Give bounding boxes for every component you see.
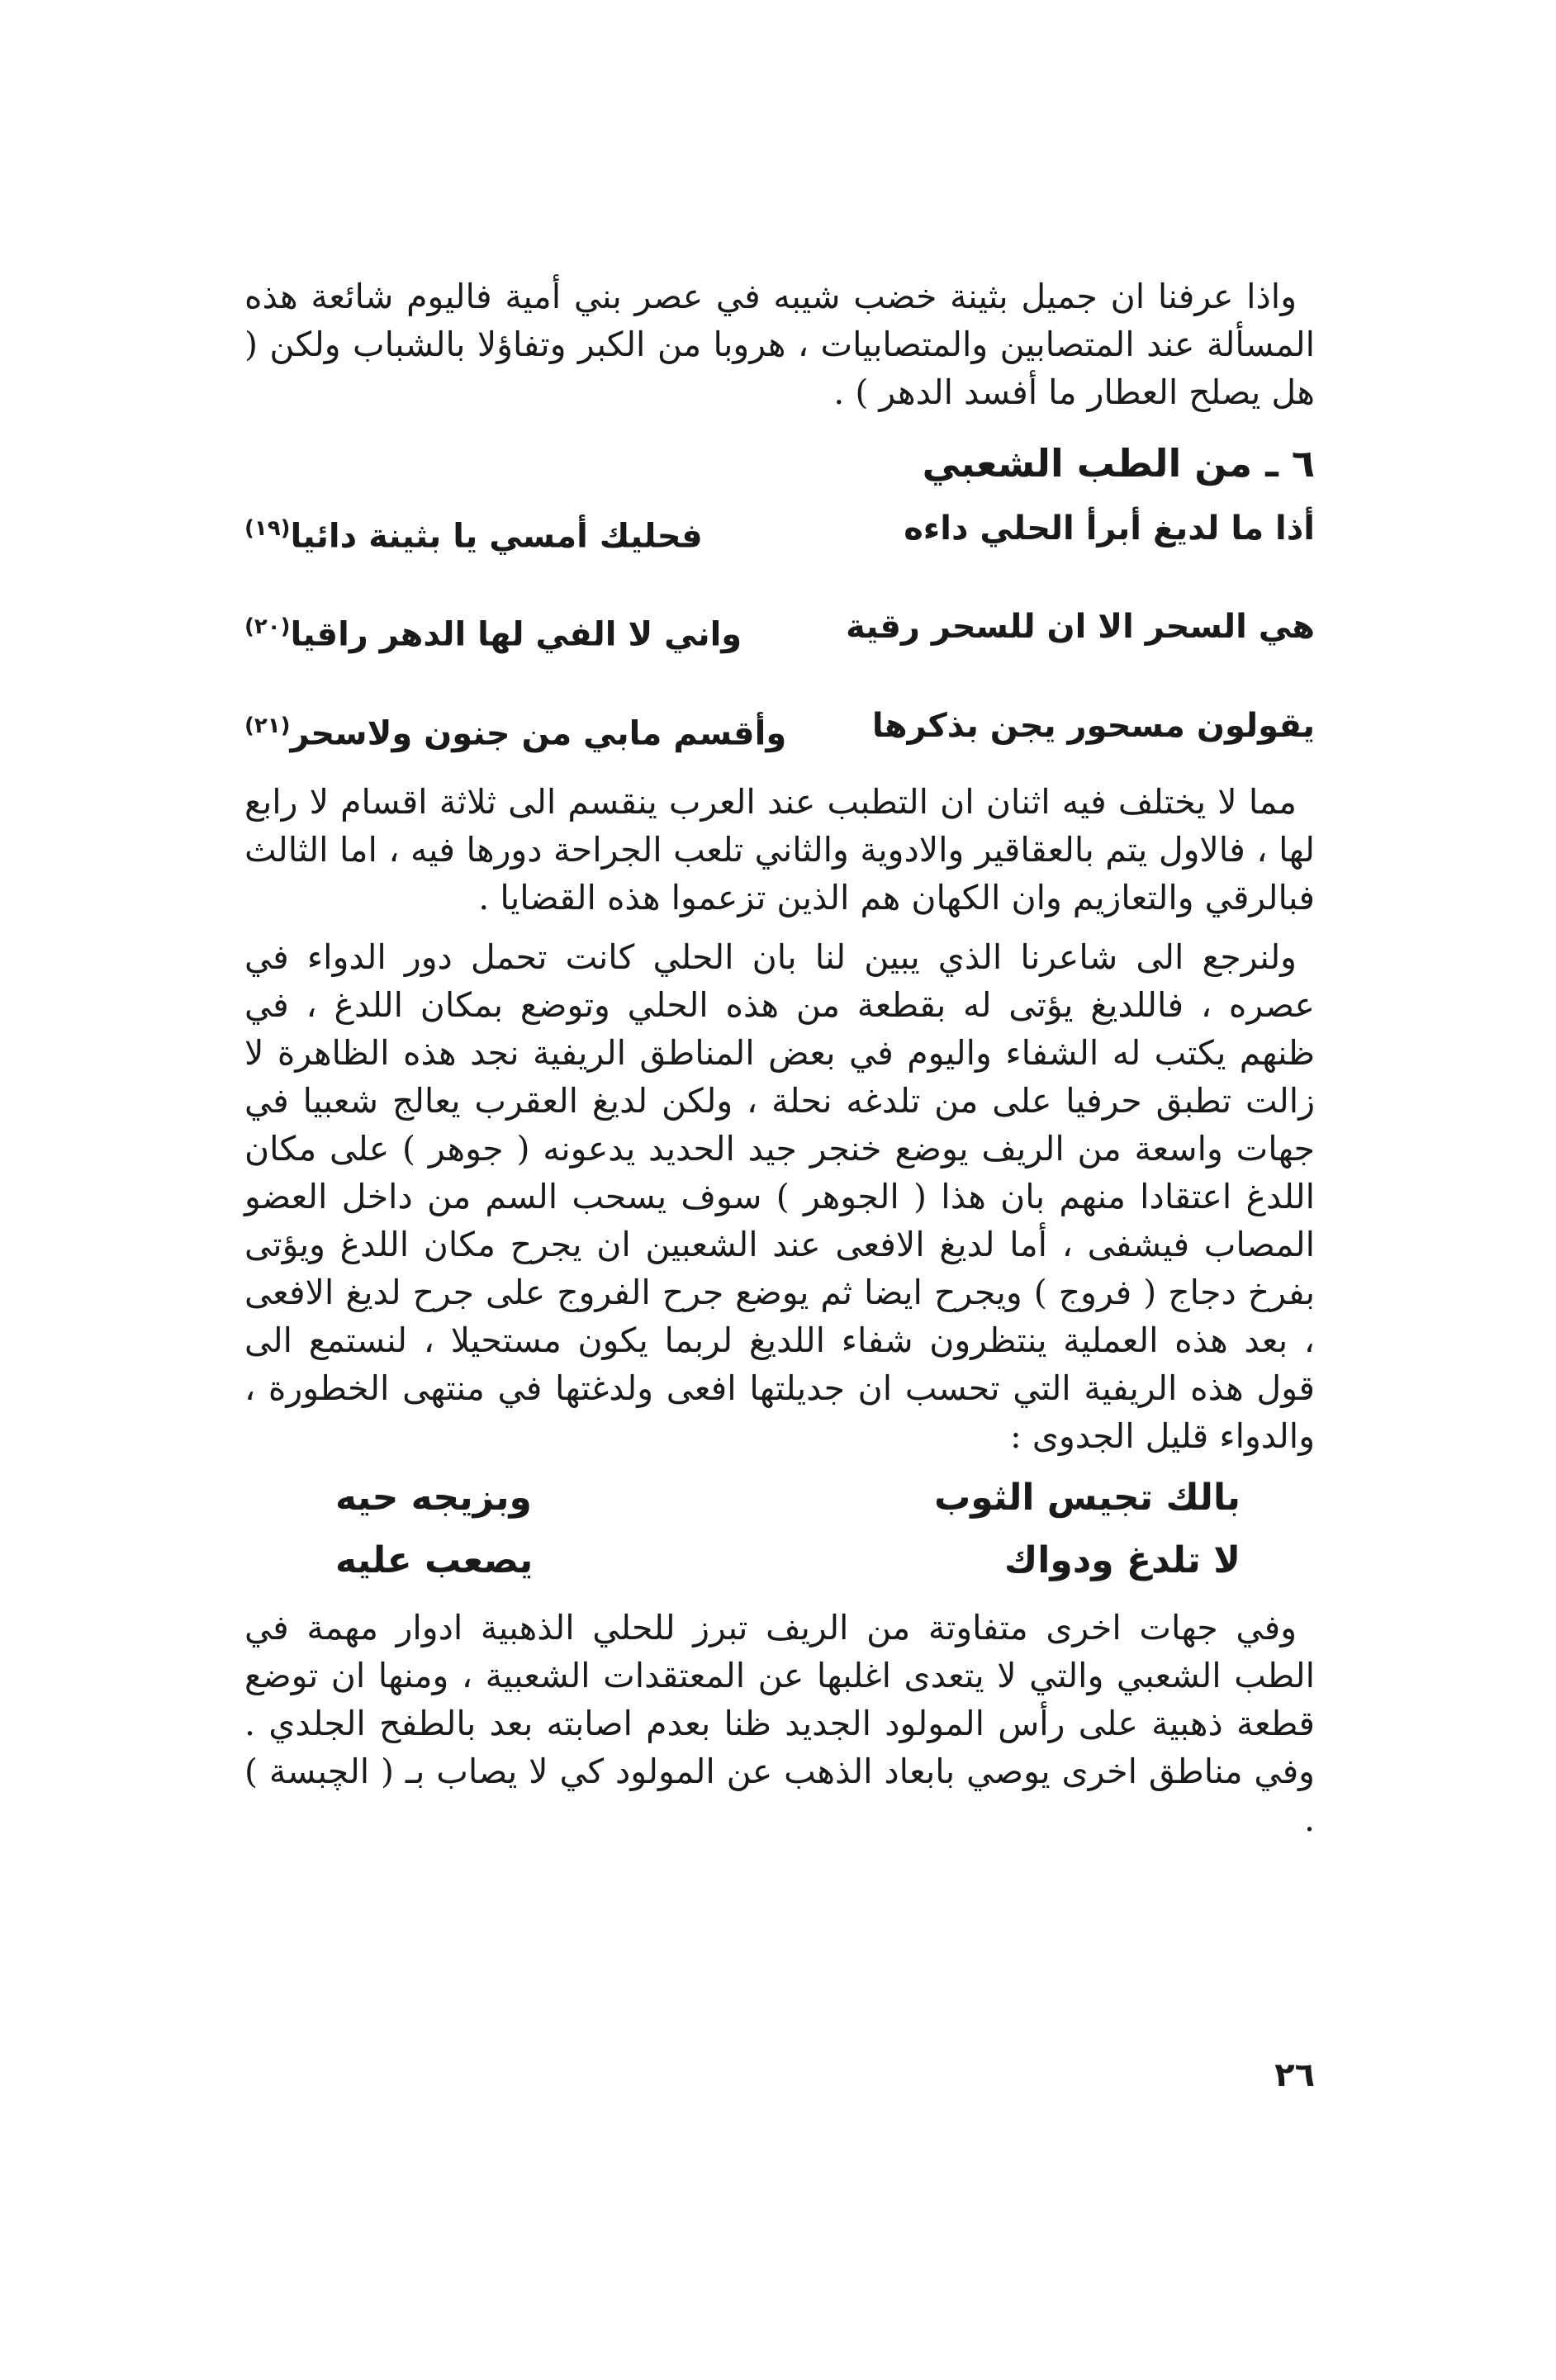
paragraph-gold: وفي جهات اخرى متفاوتة من الريف تبرز للحلي الذهبية ادوار مهمة في الطب الشعبي والتي لا يتعدى اغلبها عن المعتقدات الشعبية ، ومنها ان توضع قطعة ذهبية على رأس المولود الجديد ظنا بعدم اصابته بعد بالطفح الجلدي . وفي مناطق اخرى يوصي بابعاد الذهب عن المولود كي لا يصاب بـ ( الچبسة ) . xyxy=(244,1607,1315,1839)
verse-second-hemistich xyxy=(244,703,786,756)
verse-second-text: وأقسم مابي من جنون ولاسحر xyxy=(290,714,787,752)
verse-first-hemistich: هي السحر الا ان للسحر رقية xyxy=(846,608,1315,647)
page-number: ٢٦ xyxy=(1274,2056,1315,2094)
verse-line xyxy=(244,703,1315,756)
section-heading: ٦ ـ من الطب الشعبي xyxy=(922,441,1315,486)
verse-second-text: فحليك أمسي يا بثينة دائيا xyxy=(290,517,703,556)
paragraph-medicine: مما لا يختلف فيه اثنان ان التطبب عند العرب ينقسم الى ثلاثة اقسام لا رابع لها ، فالاول يتم بالعقاقير والادوية والثاني تلعب الجراحة دورها فيه ، اما الثالث فبالرقي والتعازيم وان الكهان هم الذين تزعموا هذه القضايا . xyxy=(244,781,1315,917)
folk-verse-second: وبزيجه حيه xyxy=(335,1476,532,1519)
verse-second-hemistich xyxy=(244,604,742,657)
paragraph-remedies: ولنرجع الى شاعرنا الذي يبين لنا بان الحلي كانت تحمل دور الدواء في عصره ، فاللديغ يؤتى له بقطعة من هذه الحلي وتوضع بمكان اللدغ ، في ظنهم يكتب له الشفاء واليوم في بعض المناطق الريفية نجد هذه الظاهرة لا زالت تطبق حرفيا على من تلدغه نحلة ، ولكن لديغ العقرب يعالج شعبيا في جهات واسعة من الريف يوضع خنجر جيد الحديد يدعونه ( جوهر ) على مكان اللدغ اعتقادا منهم بان هذا ( الجوهر ) سوف يسحب السم من داخل العضو المصاب فيشفى ، أما لديغ الافعى عند الشعبين ان يجرح مكان اللدغ ويؤتى بفرخ دجاج ( فروج ) ويجرح ايضا ثم يوضع جرح الفروج على جرح لديغ الافعى ، بعد هذه العملية ينتظرون شفاء اللديغ لربما يكون مستحيلا ، لنستمع الى قول هذه الريفية التي تحسب ان جديلتها افعى ولدغتها في منتهى الخطورة ، والدواء قليل الجدوى : xyxy=(244,936,1315,1456)
folk-verse-line xyxy=(244,1536,1315,1586)
paragraph-intro: واذا عرفنا ان جميل بثينة خضب شيبه في عصر بني أمية فاليوم شائعة هذه المسألة عند المتصابين والمتصابيات ، هروبا من الكبر وتفاؤلا بالشباب ولكن ( هل يصلح العطار ما أفسد الدهر ) . xyxy=(244,277,1315,412)
folk-verse-first: لا تلدغ ودواك xyxy=(1003,1538,1241,1581)
verse-line xyxy=(244,505,1315,559)
footnote-ref: (٢١) xyxy=(244,713,291,738)
verse-line xyxy=(244,604,1315,657)
folk-verse-first: بالك تجيس الثوب xyxy=(934,1476,1241,1519)
footnote-ref: (٢٠) xyxy=(244,614,291,640)
verse-first-hemistich: يقولون مسحور يجن بذكرها xyxy=(871,706,1315,745)
verse-second-text: واني لا الفي لها الدهر راقيا xyxy=(290,615,742,654)
folk-verse-line xyxy=(244,1473,1315,1523)
verse-second-hemistich xyxy=(244,505,703,559)
verse-first-hemistich: أذا ما لديغ أبرأ الحلي داءه xyxy=(904,510,1315,548)
folk-verse-second: يصعب عليه xyxy=(335,1538,534,1581)
page-body xyxy=(244,273,1315,1843)
footnote-ref: (١٩) xyxy=(244,516,291,541)
